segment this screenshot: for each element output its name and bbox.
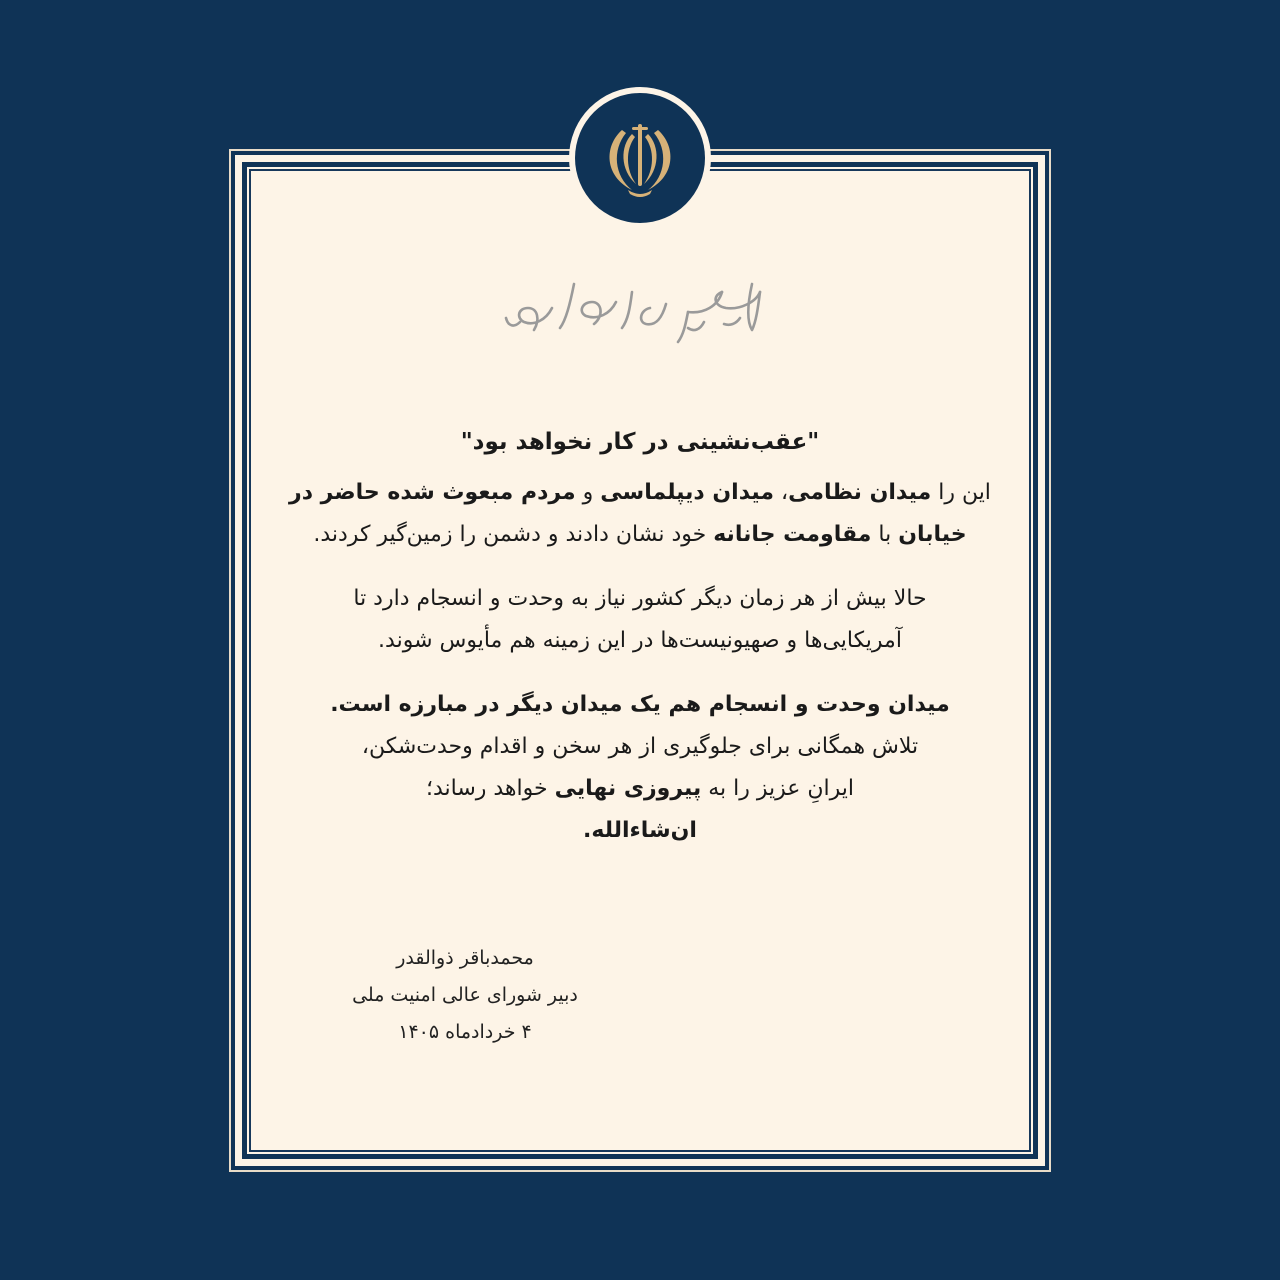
paragraph-2-line-2: آمریکایی‌ها و صهیونیست‌ها در این زمینه هم مأیوس شوند. bbox=[378, 628, 902, 653]
text-run: و bbox=[575, 480, 601, 505]
headline: "عقب‌نشینی در کار نخواهد بود" bbox=[460, 429, 820, 455]
paragraph-3-line-2: تلاش همگانی برای جلوگیری از هر سخن و اقدام وحدت‌شکن، bbox=[361, 734, 919, 759]
emblem-badge bbox=[569, 87, 711, 229]
signatory-title: دبیر شورای عالی امنیت ملی bbox=[352, 984, 578, 1006]
bold-run: مردم مبعوث شده حاضر در bbox=[289, 480, 576, 505]
paragraph-1-line-1 bbox=[260, 472, 1020, 514]
bold-run: پیروزی نهایی bbox=[554, 776, 702, 801]
signatory-name: محمدباقر ذوالقدر bbox=[396, 947, 534, 969]
paragraph-1 bbox=[260, 472, 1020, 556]
paragraph-2 bbox=[260, 578, 1020, 662]
bold-run: خیابان bbox=[898, 522, 967, 547]
basmala-calligraphy-icon bbox=[490, 262, 780, 362]
statement-body bbox=[260, 420, 1020, 874]
paragraph-2-line-1: حالا بیش از هر زمان دیگر کشور نیاز به وحدت و انسجام دارد تا bbox=[353, 586, 927, 611]
text-run: خود نشان دادند و دشمن را زمین‌گیر کردند. bbox=[313, 522, 714, 547]
bold-run: میدان دیپلماسی bbox=[600, 480, 774, 505]
bold-run: مقاومت جانانه bbox=[713, 522, 872, 547]
paragraph-3-line-3 bbox=[260, 768, 1020, 810]
paragraph-3-line-4: ان‌شاءالله. bbox=[583, 818, 697, 843]
bold-run: میدان نظامی bbox=[788, 480, 932, 505]
text-run: با bbox=[871, 522, 899, 547]
text-run: این را bbox=[931, 480, 991, 505]
text-run: ایرانِ عزیز را به bbox=[701, 776, 855, 801]
paragraph-3 bbox=[260, 684, 1020, 852]
signature-block bbox=[300, 940, 630, 1051]
paragraph-1-line-2 bbox=[260, 514, 1020, 556]
iran-emblem-icon bbox=[575, 93, 705, 223]
statement-date: ۴ خردادماه ۱۴۰۵ bbox=[398, 1021, 532, 1043]
text-run: ، bbox=[774, 480, 789, 505]
paragraph-3-line-1: میدان وحدت و انسجام هم یک میدان دیگر در مبارزه است. bbox=[330, 692, 950, 717]
text-run: خواهد رساند؛ bbox=[425, 776, 555, 801]
